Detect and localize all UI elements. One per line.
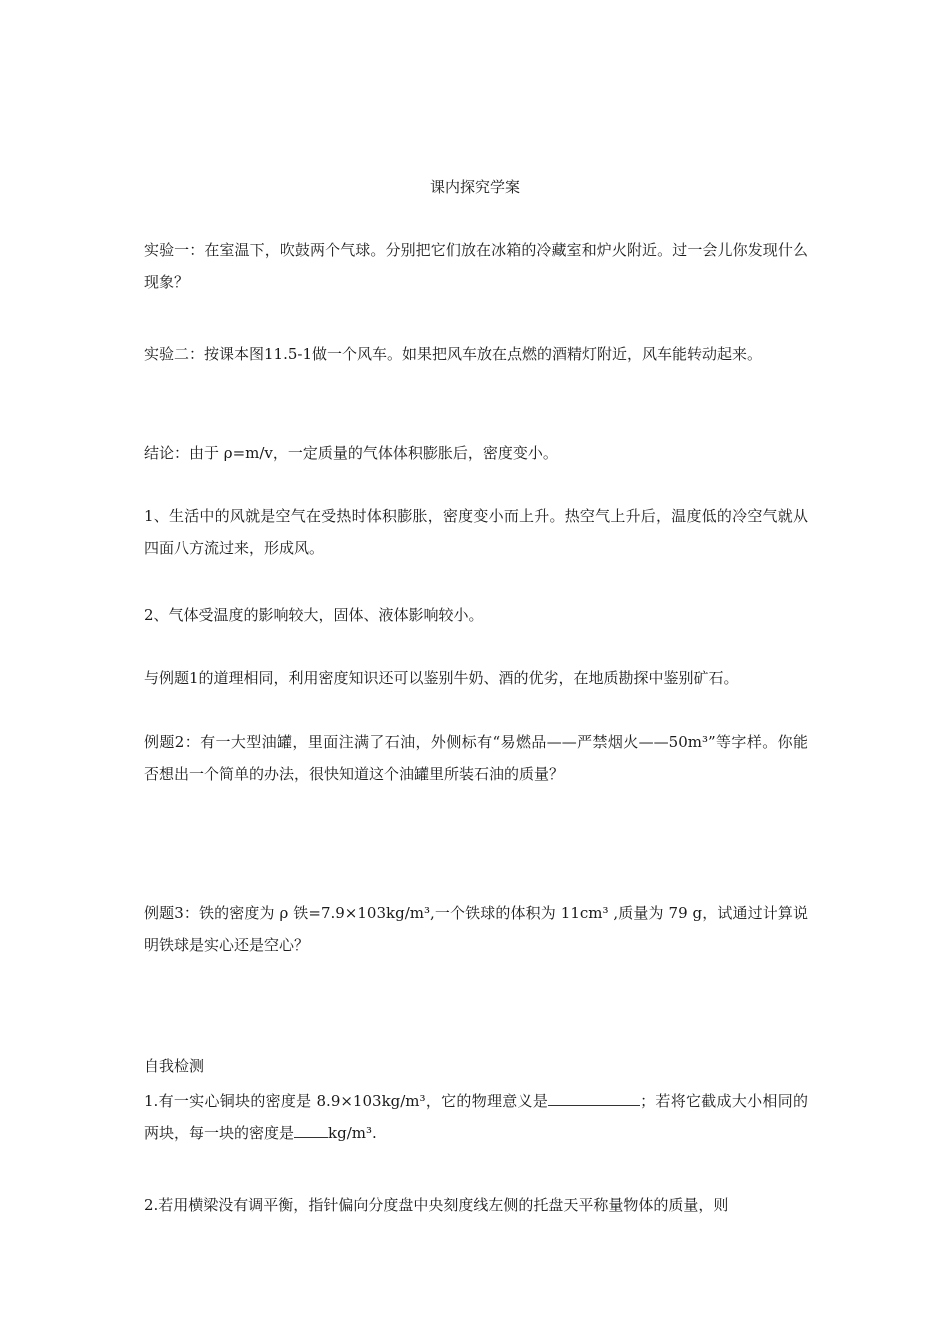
example-3: 例题3：铁的密度为 ρ 铁=7.9×103kg/m³,一个铁球的体积为 11cm³ ,质量为 79 g，试通过计算说明铁球是实心还是空心？ xyxy=(144,904,808,954)
question-2: 2.若用横梁没有调平衡，指针偏向分度盘中央刻度线左侧的托盘天平称量物体的质量，则 xyxy=(144,1196,729,1214)
answer-blank-2[interactable] xyxy=(294,1125,328,1138)
question-1 xyxy=(144,1085,808,1149)
question-1-part1: 1.有一实心铜块的密度是 8.9×103kg/m³，它的物理意义是 xyxy=(144,1092,549,1110)
question-1-part3: kg/m³. xyxy=(328,1124,377,1142)
experiment-1: 实验一：在室温下，吹鼓两个气球。分别把它们放在冰箱的冷藏室和炉火附近。过一会儿你发现什么现象？ xyxy=(144,241,808,291)
conclusion: 结论：由于 ρ=m/v，一定质量的气体体积膨胀后，密度变小。 xyxy=(144,444,558,462)
note-paragraph: 与例题1的道理相同，利用密度知识还可以鉴别牛奶、酒的优劣，在地质勘探中鉴别矿石。 xyxy=(144,669,739,687)
answer-blank-1[interactable] xyxy=(548,1093,640,1106)
page-title: 课内探究学案 xyxy=(429,178,520,196)
question-1-part2: ；若将它截成大小相同的两块，每一块的密度是 xyxy=(144,1092,808,1142)
point-1: 1、生活中的风就是空气在受热时体积膨胀，密度变小而上升。热空气上升后，温度低的冷空气就从四面八方流过来，形成风。 xyxy=(144,507,808,557)
example-2: 例题2：有一大型油罐，里面注满了石油，外侧标有“易燃品——严禁烟火——50m³”等字样。你能否想出一个简单的办法，很快知道这个油罐里所装石油的质量？ xyxy=(144,733,808,783)
experiment-2: 实验二：按课本图11.5-1做一个风车。如果把风车放在点燃的酒精灯附近，风车能转动起来。 xyxy=(144,345,763,363)
self-check-heading: 自我检测 xyxy=(144,1057,205,1075)
point-2: 2、气体受温度的影响较大，固体、液体影响较小。 xyxy=(144,606,484,624)
